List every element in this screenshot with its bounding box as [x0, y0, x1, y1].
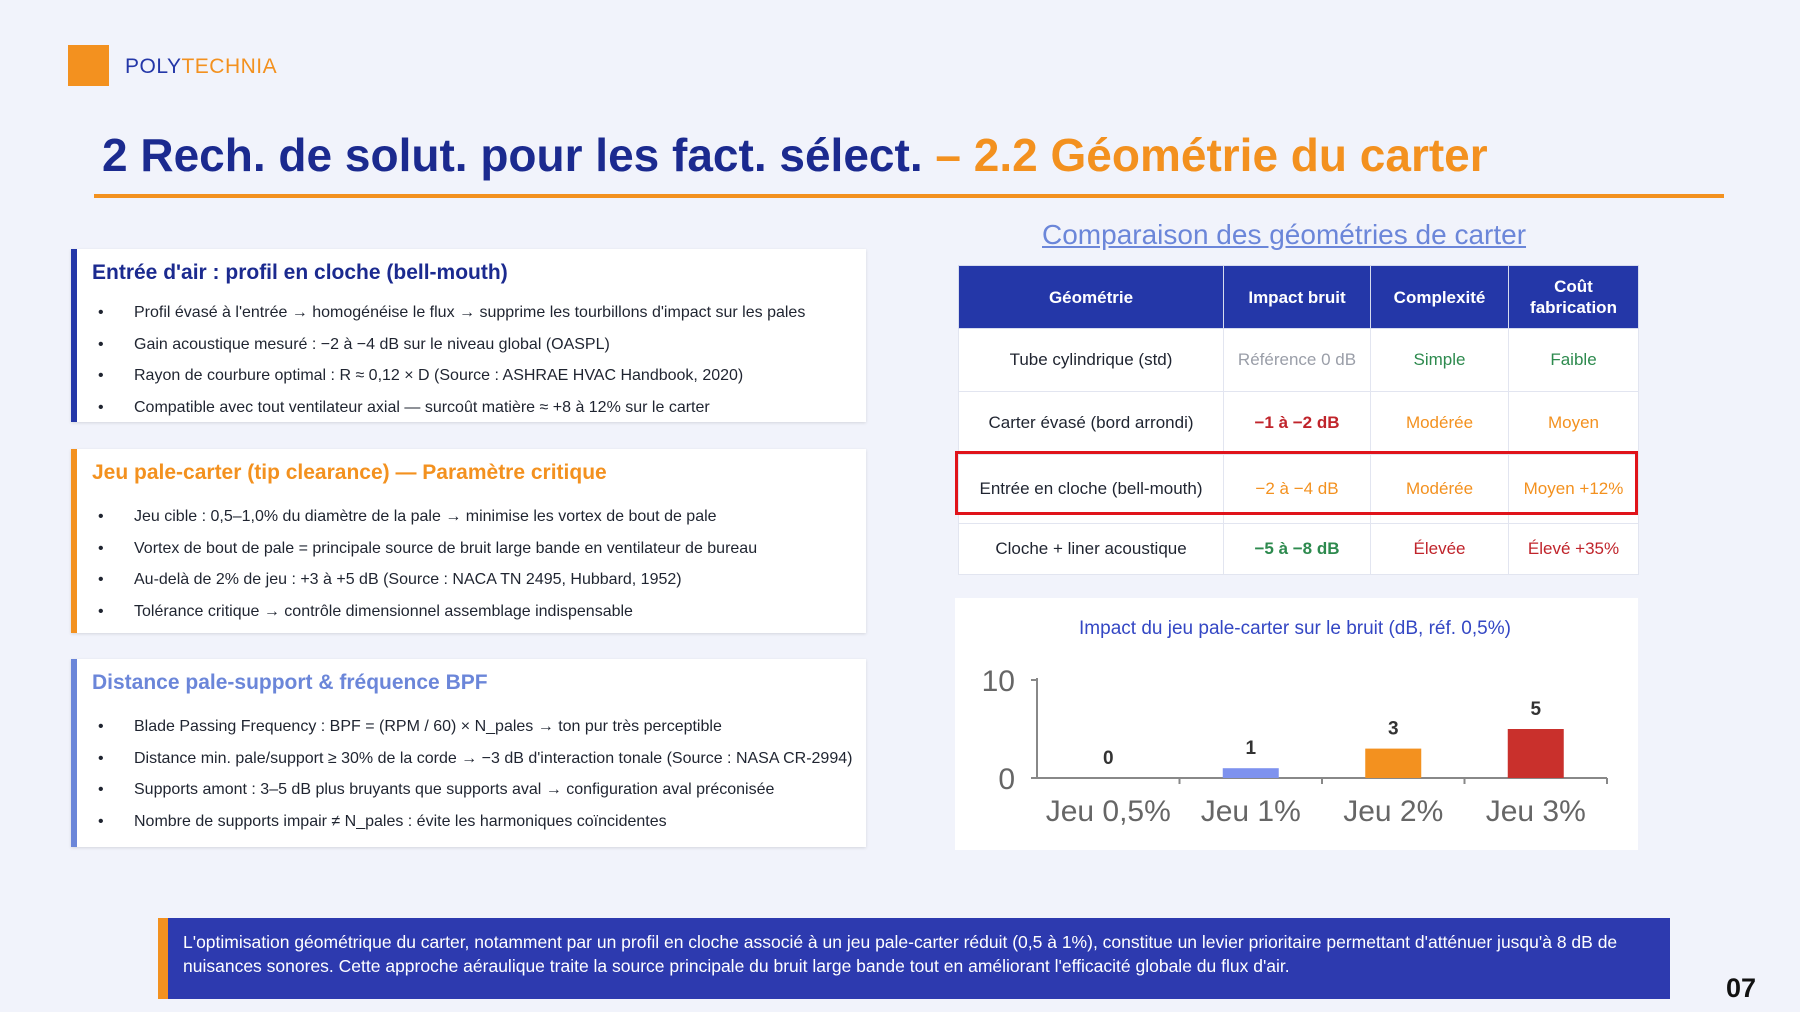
cell-cost: Moyen +12%	[1509, 455, 1639, 524]
cell-noise: −5 à −8 dB	[1224, 524, 1371, 575]
title-separator: –	[935, 129, 961, 181]
cell-geometry: Carter évasé (bord arrondi)	[959, 392, 1224, 455]
slide-title	[102, 128, 1488, 182]
cell-complexity: Modérée	[1371, 392, 1509, 455]
list-item: • Tolérance critique → contrôle dimensionnel assemblage indispensable	[98, 596, 757, 628]
data-label: 1	[1245, 738, 1257, 760]
card-bullet-list	[98, 711, 852, 837]
bar	[1223, 768, 1279, 778]
card-accent-bar	[71, 249, 77, 422]
table-header-row	[959, 266, 1639, 329]
bullet-icon: •	[98, 749, 104, 767]
bullet-icon: •	[98, 539, 104, 557]
bar	[1508, 729, 1564, 778]
list-item: • Nombre de supports impair ≠ N_pales : évite les harmoniques coïncidentes	[98, 806, 852, 838]
cell-geometry: Cloche + liner acoustique	[959, 524, 1224, 575]
list-item: • Vortex de bout de pale = principale source de bruit large bande en ventilateur de bureau	[98, 533, 757, 565]
x-tick-label: Jeu 3%	[1485, 795, 1586, 828]
summary-accent-bar	[158, 918, 168, 999]
bullet-icon: •	[98, 508, 104, 525]
bullet-icon: •	[98, 781, 104, 798]
comparison-table	[958, 265, 1639, 575]
cell-complexity: Élevée	[1371, 524, 1509, 575]
card-bullet-list	[98, 297, 805, 423]
cell-cost: Élevé +35%	[1509, 524, 1639, 575]
list-item: • Au-delà de 2% de jeu : +3 à +5 dB (Source : NACA TN 2495, Hubbard, 1952)	[98, 564, 757, 596]
cell-noise: −2 à −4 dB	[1224, 455, 1371, 524]
brand-name-part1: POLY	[125, 55, 182, 78]
x-tick-label: Jeu 0,5%	[1045, 795, 1171, 828]
list-item: • Compatible avec tout ventilateur axial — surcoût matière ≈ +8 à 12% sur le carter	[98, 392, 805, 424]
noise-impact-chart	[955, 598, 1638, 850]
header-noise-impact: Impact bruit	[1224, 266, 1371, 329]
card-title: Jeu pale-carter (tip clearance) — Paramètre critique	[92, 461, 607, 484]
table-row	[959, 392, 1639, 455]
card-bell-mouth	[71, 249, 866, 422]
chart-canvas	[955, 598, 1638, 850]
table-row-highlight-frame	[955, 451, 1638, 515]
card-bullet-list	[98, 501, 757, 627]
bullet-icon: •	[98, 571, 104, 588]
header-geometry: Géométrie	[959, 266, 1224, 329]
section-number: 2	[102, 129, 128, 181]
brand-name-part2: TECHNIA	[181, 55, 278, 78]
data-label: 0	[1102, 748, 1114, 769]
list-item: • Profil évasé à l'entrée → homogénéise le flux → supprime les tourbillons d'impact sur les pales	[98, 297, 805, 329]
table-row	[959, 524, 1639, 575]
cell-noise: Référence 0 dB	[1224, 329, 1371, 392]
subsection-title: Géométrie du carter	[1050, 129, 1488, 181]
bullet-icon: •	[98, 812, 104, 830]
card-accent-bar	[71, 659, 77, 847]
card-title: Distance pale-support & fréquence BPF	[92, 671, 488, 694]
list-item: • Distance min. pale/support ≥ 30% de la corde → −3 dB d'interaction tonale (Source : NASA CR-2994)	[98, 743, 852, 775]
list-item: • Jeu cible : 0,5–1,0% du diamètre de la pale → minimise les vortex de bout de pale	[98, 501, 757, 533]
comparison-title: Comparaison des géométries de carter	[1042, 219, 1527, 250]
brand-logo-square	[68, 45, 109, 86]
data-label: 3	[1387, 718, 1399, 740]
data-label: 5	[1530, 699, 1542, 720]
x-tick-label: Jeu 2%	[1343, 795, 1444, 828]
summary-banner	[158, 918, 1670, 999]
cell-geometry: Entrée en cloche (bell-mouth)	[959, 455, 1224, 524]
subsection-number: 2.2	[973, 129, 1038, 181]
bullet-icon: •	[98, 718, 104, 735]
list-item: • Blade Passing Frequency : BPF = (RPM / 60) × N_pales → ton pur très perceptible	[98, 711, 852, 743]
card-tip-clearance	[71, 449, 866, 633]
header-cost: Coût fabrication	[1509, 266, 1639, 329]
bullet-icon: •	[98, 367, 104, 384]
cell-cost: Moyen	[1509, 392, 1639, 455]
table-row	[959, 329, 1639, 392]
summary-text: L'optimisation géométrique du carter, notamment par un profil en cloche associé à un jeu pale-carter réduit (0,5 à 1%), constitue un levier prioritaire permettant d'atténuer jusqu'à 8 dB de nuisances sonores. Cette approche aéraulique traite la source principale du bruit large bande tout en améliorant l'efficacité globale du flux d'air.	[183, 932, 1618, 976]
section-title: Rech. de solut. pour les fact. sélect.	[140, 129, 923, 181]
chart-title: Impact du jeu pale-carter sur le bruit (dB, réf. 0,5%)	[1079, 618, 1511, 639]
bullet-icon: •	[98, 335, 104, 353]
cell-noise: −1 à −2 dB	[1224, 392, 1371, 455]
list-item: • Supports amont : 3–5 dB plus bruyants que supports aval → configuration aval préconisée	[98, 774, 852, 806]
card-blade-support	[71, 659, 866, 847]
title-underline	[94, 194, 1724, 198]
list-item: • Rayon de courbure optimal : R ≈ 0,12 × D (Source : ASHRAE HVAC Handbook, 2020)	[98, 360, 805, 392]
bullet-icon: •	[98, 602, 104, 620]
card-title: Entrée d'air : profil en cloche (bell-mouth)	[92, 261, 508, 284]
cell-complexity: Modérée	[1371, 455, 1509, 524]
bullet-icon: •	[98, 398, 104, 416]
list-item: • Gain acoustique mesuré : −2 à −4 dB sur le niveau global (OASPL)	[98, 329, 805, 361]
cell-geometry: Tube cylindrique (std)	[959, 329, 1224, 392]
cell-cost: Faible	[1509, 329, 1639, 392]
brand-name	[125, 55, 277, 79]
page-number: 07	[1726, 973, 1757, 1003]
x-tick-label: Jeu 1%	[1200, 795, 1301, 828]
cell-complexity: Simple	[1371, 329, 1509, 392]
header-complexity: Complexité	[1371, 266, 1509, 329]
bar	[1365, 749, 1421, 778]
bullet-icon: •	[98, 304, 104, 321]
y-tick-label: 10	[981, 665, 1015, 698]
card-accent-bar	[71, 449, 77, 633]
y-tick-label: 0	[998, 763, 1015, 796]
